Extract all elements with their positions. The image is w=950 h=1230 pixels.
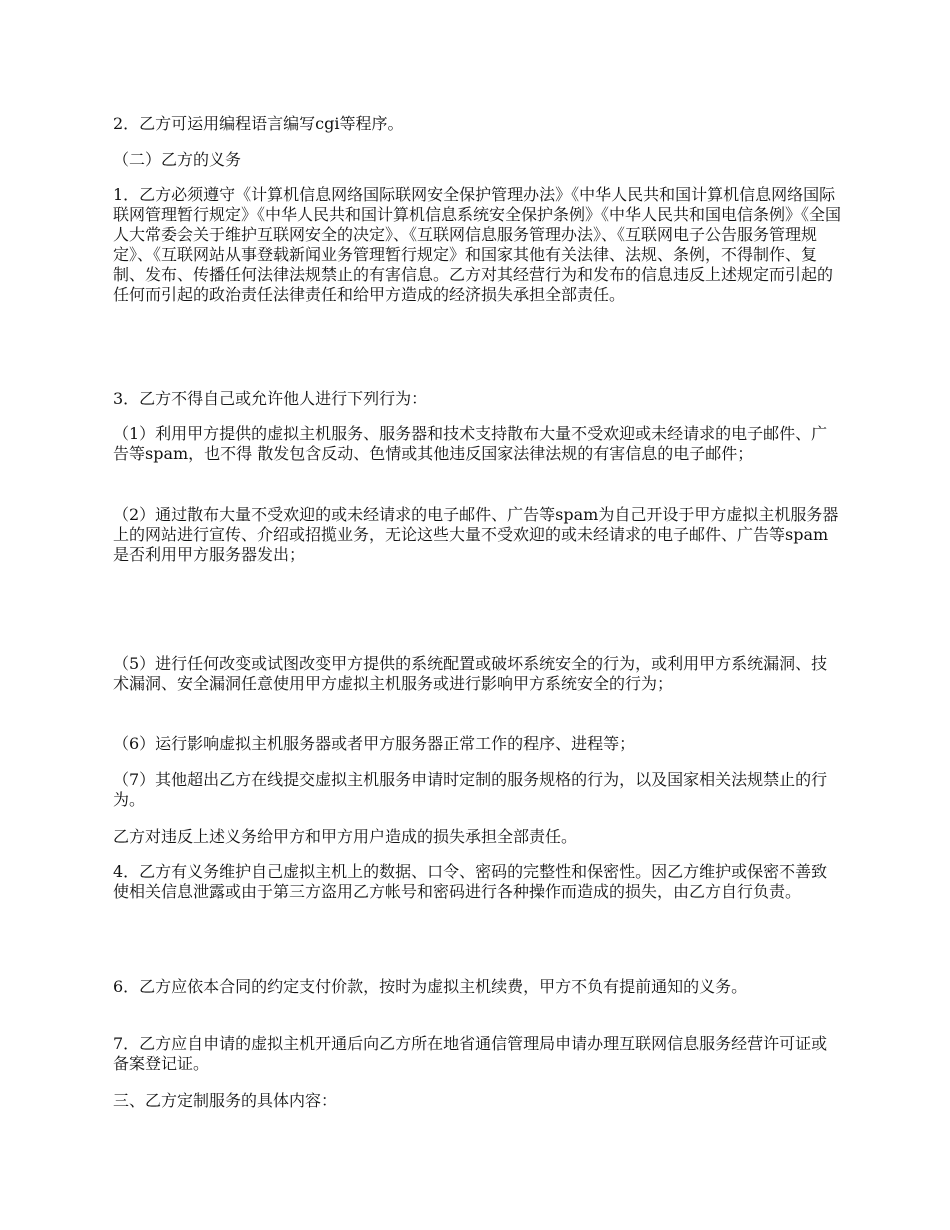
paragraph-prohibited-acts: 3．乙方不得自己或允许他人进行下列行为： [113,389,428,408]
paragraph-cgi-programs: 2．乙方可运用编程语言编写cgi等程序。 [113,114,404,133]
paragraph-liability: 乙方对违反上述义务给甲方和甲方用户造成的损失承担全部责任。 [113,827,578,846]
paragraph-item-5: （5）进行任何改变或试图改变甲方提供的系统配置或破坏系统安全的行为，或利用甲方系统漏洞、技术漏洞、安全漏洞任意使用甲方虚拟主机服务或进行影响甲方系统安全的行为； [113,654,828,693]
paragraph-item-2: （2）通过散布大量不受欢迎的或未经请求的电子邮件、广告等spam为自己开设于甲方虚拟主机服务器上的网站进行宣传、介绍或招揽业务，无论这些大量不受欢迎的或未经请求的电子邮件、广告等spam是否利用甲方服务器发出； [113,505,839,564]
paragraph-compliance: 1．乙方必须遵守《计算机信息网络国际联网安全保护管理办法》《中华人民共和国计算机信息网络国际联网管理暂行规定》《中华人民共和国计算机信息系统安全保护条例》《中华人民共和国电信条例》《全国人大常委会关于维护互联网安全的决定》、《互联网信息服务管理办法》、《互联网电子公告服务管理规定》、《互联网站从事登载新闻业务管理暂行规定》和国家其他有关法律、法规、条例，不得制作、复制、发布、传播任何法律法规禁止的有害信息。乙方对其经营行为和发布的信息违反上述规定而引起的任何而引起的政治责任法律责任和给甲方造成的经济损失承担全部责任。 [113,185,842,304]
paragraph-payment: 6．乙方应依本合同的约定支付价款，按时为虚拟主机续费，甲方不负有提前通知的义务。 [113,977,748,996]
paragraph-license: 7．乙方应自申请的虚拟主机开通后向乙方所在地省通信管理局申请办理互联网信息服务经营许可证或备案登记证。 [113,1034,828,1073]
paragraph-item-1: （1）利用甲方提供的虚拟主机服务、服务器和技术支持散布大量不受欢迎或未经请求的电子邮件、广告等spam，也不得 散发包含反动、色情或其他违反国家法律法规的有害信息的电子邮件； [113,424,828,463]
section-heading-custom-service: 三、乙方定制服务的具体内容： [113,1091,338,1110]
paragraph-item-7: （7）其他超出乙方在线提交虚拟主机服务申请时定制的服务规格的行为，以及国家相关法规禁止的行为。 [113,770,828,809]
paragraph-confidentiality: 4．乙方有义务维护自己虚拟主机上的数据、口令、密码的完整性和保密性。因乙方维护或保密不善致使相关信息泄露或由于第三方盗用乙方帐号和密码进行各种操作而造成的损失，由乙方自行负责。 [113,862,828,901]
section-heading-obligations: （二）乙方的义务 [113,150,242,169]
paragraph-item-6: （6）运行影响虚拟主机服务器或者甲方服务器正常工作的程序、进程等； [113,734,636,753]
